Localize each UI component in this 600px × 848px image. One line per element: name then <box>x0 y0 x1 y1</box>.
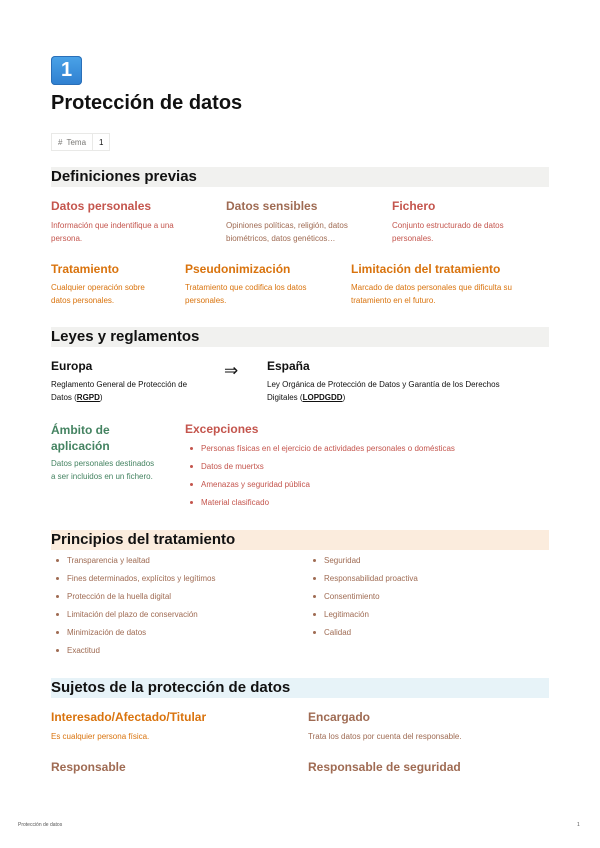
definition-title: Fichero <box>392 199 436 213</box>
encargado-desc: Trata los datos por cuenta del responsable. <box>308 732 462 741</box>
law-espana-title: España <box>267 359 310 373</box>
ambito-desc: Datos personales destinados a ser incluidos en un fichero. <box>51 459 155 481</box>
list-item: Personas físicas en el ejercicio de actividades personales o domésticas <box>185 442 455 460</box>
keycap-one-icon: 1 <box>51 56 82 85</box>
tema-label: Tema <box>66 137 87 147</box>
excepciones-title: Excepciones <box>185 422 259 436</box>
list-item: Fines determinados, explícitos y legítimos <box>51 572 216 590</box>
list-item: Limitación del plazo de conservación <box>51 608 216 626</box>
section-sujetos: Sujetos de la protección de datos <box>51 678 549 698</box>
list-item: Protección de la huella digital <box>51 590 216 608</box>
list-item: Material clasificado <box>185 496 455 514</box>
interesado-title: Interesado/Afectado/Titular <box>51 710 207 724</box>
list-item: Transparencia y lealtad <box>51 554 216 572</box>
list-item: Legitimación <box>308 608 418 626</box>
definition-desc: Opiniones políticas, religión, datos biométricos, datos genéticos… <box>226 221 348 243</box>
hash-icon: # <box>58 137 63 147</box>
list-item: Consentimiento <box>308 590 418 608</box>
footer-page-number: 1 <box>577 822 580 828</box>
list-item: Calidad <box>308 626 418 644</box>
responsable-seguridad-title: Responsable de seguridad <box>308 760 461 774</box>
law-europa-title: Europa <box>51 359 93 373</box>
list-item: Exactitud <box>51 644 216 662</box>
excepciones-list <box>185 442 455 514</box>
tema-value: 1 <box>99 137 104 147</box>
section-principios: Principios del tratamiento <box>51 530 549 550</box>
section-leyes: Leyes y reglamentos <box>51 327 549 347</box>
definition-title: Limitación del tratamiento <box>351 262 501 276</box>
tema-property[interactable] <box>51 133 110 151</box>
ambito-title: Ámbito de aplicación <box>51 423 110 453</box>
list-item: Seguridad <box>308 554 418 572</box>
list-item: Datos de muertxs <box>185 460 455 478</box>
list-item: Responsabilidad proactiva <box>308 572 418 590</box>
definition-desc: Información que indentifique a una persona. <box>51 221 174 243</box>
definition-title: Datos personales <box>51 199 152 213</box>
principios-list-right <box>308 554 418 644</box>
definition-title: Pseudonimización <box>185 262 291 276</box>
definition-desc: Marcado de datos personales que dificulta su tratamiento en el futuro. <box>351 283 512 305</box>
right-arrow-icon: ⇒ <box>224 361 239 380</box>
lopdgdd-link[interactable]: LOPDGDD <box>302 393 343 402</box>
law-europa-desc: Reglamento General de Protección de Datos (RGPD) <box>51 380 188 402</box>
principios-list-left <box>51 554 216 662</box>
definition-desc: Tratamiento que codifica los datos personales. <box>185 283 307 305</box>
page-title: Protección de datos <box>51 92 243 114</box>
encargado-title: Encargado <box>308 710 371 724</box>
section-definiciones: Definiciones previas <box>51 167 549 187</box>
definition-desc: Conjunto estructurado de datos personales. <box>392 221 504 243</box>
list-item: Minimización de datos <box>51 626 216 644</box>
definition-title: Datos sensibles <box>226 199 318 213</box>
interesado-desc: Es cualquier persona física. <box>51 732 150 741</box>
footer-doc-title: Protección de datos <box>18 822 63 828</box>
definition-desc: Cualquier operación sobre datos personales. <box>51 283 145 305</box>
tema-property-key <box>52 134 93 150</box>
list-item: Amenazas y seguridad pública <box>185 478 455 496</box>
responsable-title: Responsable <box>51 760 126 774</box>
law-espana-desc: Ley Orgánica de Protección de Datos y Garantía de los Derechos Digitales (LOPDGDD) <box>267 380 500 402</box>
rgpd-link[interactable]: RGPD <box>76 393 100 402</box>
definition-title: Tratamiento <box>51 262 120 276</box>
